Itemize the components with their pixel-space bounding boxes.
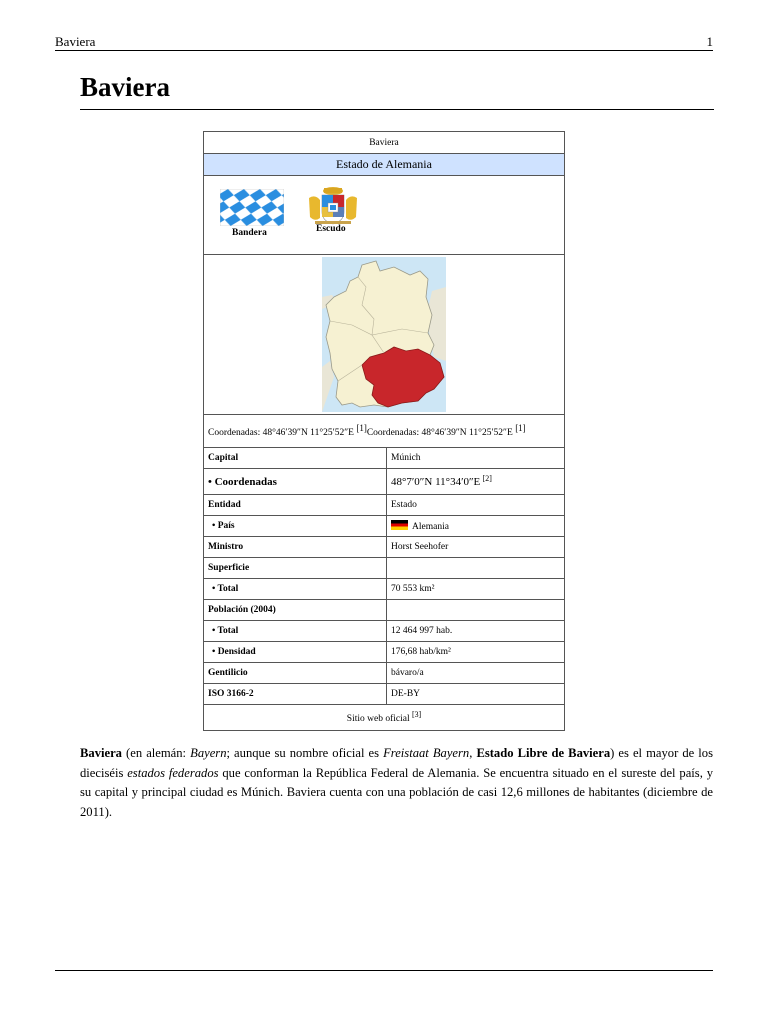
term-bayern: Bayern: [190, 746, 227, 760]
row-value[interactable]: Múnich: [387, 448, 565, 469]
infobox-footer: [204, 705, 565, 731]
infobox-caption: Baviera: [204, 132, 565, 154]
coordinates-line: [204, 415, 565, 448]
row-label: Entidad: [204, 495, 387, 516]
row-value: [387, 516, 565, 537]
official-website-link[interactable]: Sitio web oficial: [346, 714, 410, 725]
country-link[interactable]: Alemania: [412, 522, 449, 532]
row-label: • Coordenadas: [204, 469, 387, 495]
term-freistaat-bayern: Freistaat Bayern: [383, 746, 470, 760]
row-label: • Densidad: [204, 642, 387, 663]
row-value[interactable]: Horst Seehofer: [387, 537, 565, 558]
row-value: bávaro/a: [387, 663, 565, 684]
infobox-row-gentilicio: [204, 663, 565, 684]
text-run: (en alemán:: [121, 746, 191, 760]
row-value: [387, 469, 565, 495]
infobox-subtitle: Estado de Alemania: [204, 154, 565, 176]
coordinates-ref-2[interactable]: [1]: [515, 423, 526, 434]
infobox: [203, 131, 565, 731]
infobox-row-entidad: [204, 495, 565, 516]
coordinates-value[interactable]: 48°7′0″N 11°34′0″E: [391, 476, 481, 489]
infobox-row-superficie-total: [204, 579, 565, 600]
coat-of-arms-label: Escudo: [316, 224, 346, 234]
coordinates-text-2[interactable]: Coordenadas: 48°46′39″N 11°25′52″E: [366, 428, 513, 439]
infobox-symbols: [204, 176, 565, 255]
row-label: • País: [204, 516, 387, 537]
locator-map: [204, 255, 565, 415]
row-value: [387, 558, 565, 579]
coat-of-arms-icon[interactable]: [305, 186, 361, 226]
page-title: Baviera: [80, 72, 170, 102]
footer-divider: [55, 970, 713, 971]
infobox-row-iso: [204, 684, 565, 705]
running-header: [55, 34, 713, 51]
coordinates-value-ref[interactable]: [2]: [482, 474, 492, 484]
infobox-row-ministro: [204, 537, 565, 558]
intro-paragraph: [80, 744, 713, 822]
page-number: 1: [706, 34, 713, 49]
row-value: 176,68 hab/km²: [387, 642, 565, 663]
bavarian-flag-icon[interactable]: [220, 189, 284, 226]
row-value[interactable]: DE-BY: [387, 684, 565, 705]
row-value[interactable]: Estado: [387, 495, 565, 516]
row-label: Ministro: [204, 537, 387, 558]
official-website-ref[interactable]: [3]: [411, 710, 422, 720]
term-estado-libre: Estado Libre de Baviera: [476, 746, 611, 760]
flag-label: Bandera: [232, 228, 267, 238]
row-label: Población (2004): [204, 600, 387, 621]
term-baviera: Baviera: [80, 746, 122, 760]
row-label: ISO 3166-2: [204, 684, 387, 705]
title-divider: [80, 109, 714, 110]
germany-flag-icon: [391, 520, 408, 530]
coordinates-text-1[interactable]: Coordenadas: 48°46′39″N 11°25′52″E: [208, 428, 354, 439]
running-header-title: Baviera: [55, 34, 96, 49]
row-value: 70 553 km²: [387, 579, 565, 600]
row-label: Superficie: [204, 558, 387, 579]
infobox-row-poblacion-total: [204, 621, 565, 642]
infobox-row-pais: [204, 516, 565, 537]
term-estados-federados[interactable]: estados federados: [127, 765, 219, 780]
text-run: ; aunque su nombre oficial es: [226, 746, 384, 760]
germany-locator-map-icon[interactable]: [322, 257, 446, 412]
text-run: que conforman la República Federal de Alemania. Se encuentra situado en el sureste del país, y su capital y principal ciudad es Múnich. Baviera cuenta con una población de casi 12,6 millones de habitantes (diciembre de 2011).: [80, 765, 713, 819]
row-label: • Total: [204, 579, 387, 600]
text-run: ) es el mayor de los dieciséis: [80, 746, 713, 780]
infobox-row-coordinates: [204, 469, 565, 495]
infobox-row-capital: [204, 448, 565, 469]
row-label: • Total: [204, 621, 387, 642]
infobox-row-superficie: [204, 558, 565, 579]
row-label: Gentilicio: [204, 663, 387, 684]
row-value: [387, 600, 565, 621]
infobox-row-densidad: [204, 642, 565, 663]
coordinates-ref-1[interactable]: [1]: [356, 423, 367, 434]
infobox-row-poblacion: [204, 600, 565, 621]
row-value: 12 464 997 hab.: [387, 621, 565, 642]
text-run: ,: [469, 746, 477, 760]
row-label: Capital: [204, 448, 387, 469]
